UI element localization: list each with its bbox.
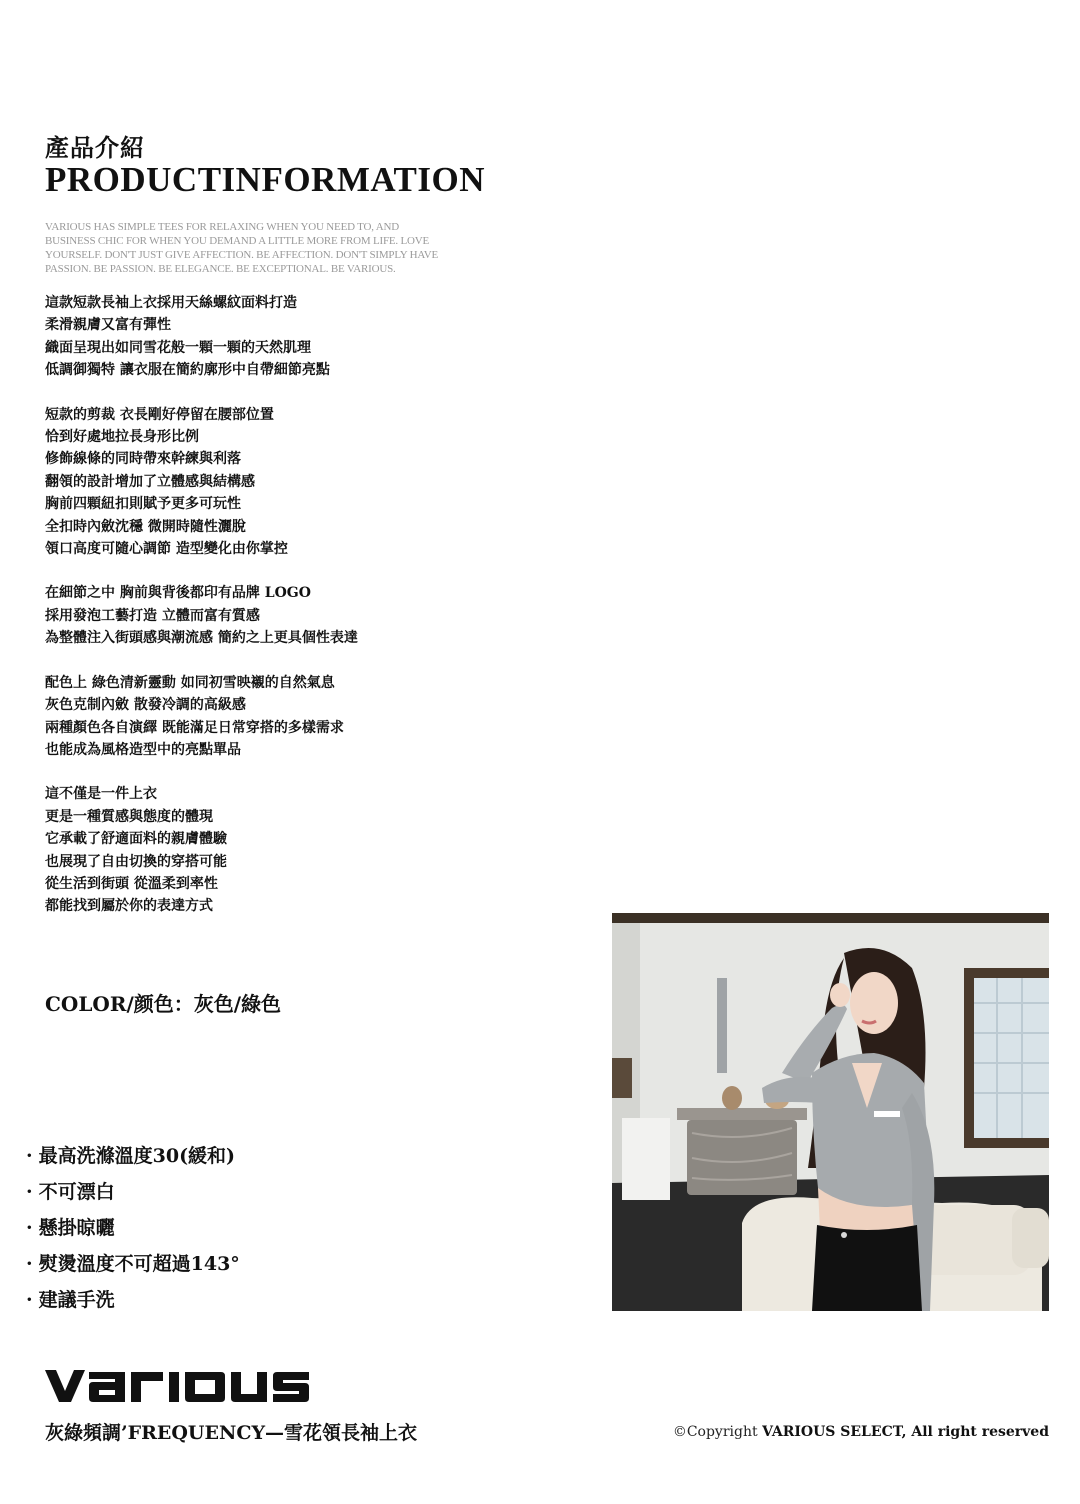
care-item: · 不可漂白 <box>26 1176 240 1212</box>
care-item: · 建議手洗 <box>26 1284 240 1320</box>
description-line: 也展現了自由切換的穿搭可能 <box>45 853 227 870</box>
description-line: 配色上 綠色清新靈動 如同初雪映襯的自然氣息 <box>45 674 335 691</box>
description-paragraph <box>45 292 358 382</box>
description-paragraph <box>45 672 358 762</box>
description-line: 採用發泡工藝打造 立體而富有質感 <box>45 607 260 624</box>
description-line: 恰到好處地拉長身形比例 <box>45 429 199 446</box>
description-line: 全扣時內斂沈穩 微開時隨性灑脫 <box>45 518 246 535</box>
copyright-notice <box>673 1424 1049 1440</box>
brand-tagline <box>45 220 515 276</box>
care-instructions <box>26 1140 240 1320</box>
care-item: · 懸掛晾曬 <box>26 1212 240 1248</box>
description-paragraph <box>45 783 358 917</box>
product-name: 灰綠頻調’FREQUENCY—雪花領長袖上衣 <box>45 1422 418 1444</box>
description-line: 更是一種質感與態度的體現 <box>45 808 213 825</box>
description-line: 也能成為風格造型中的亮點單品 <box>45 741 241 758</box>
description-line: 這款短款長袖上衣採用天絲螺紋面料打造 <box>45 295 297 311</box>
description-line: 為整體注入街頭感與潮流感 簡約之上更具個性表達 <box>45 630 358 647</box>
description-line: 短款的剪裁 衣長剛好停留在腰部位置 <box>45 406 274 423</box>
color-options: COLOR/颜色：灰色/綠色 <box>45 992 282 1016</box>
description-line: 這不僅是一件上衣 <box>45 786 157 803</box>
product-description <box>45 292 358 940</box>
description-paragraph <box>45 582 358 649</box>
description-line: 在細節之中 胸前與背後都印有品牌 LOGO <box>45 585 311 602</box>
description-line: 柔滑親膚又富有彈性 <box>45 317 171 334</box>
description-paragraph <box>45 404 358 561</box>
copyright-owner: VARIOUS SELECT, All right reserved <box>762 1424 1049 1440</box>
description-line: 胸前四顆紐扣則賦予更多可玩性 <box>45 496 241 513</box>
description-line: 翻領的設計增加了立體感與結構感 <box>45 473 255 490</box>
care-item: · 熨燙溫度不可超過143° <box>26 1248 240 1284</box>
description-line: 它承載了舒適面料的親膚體驗 <box>45 831 227 848</box>
heading-chinese: 產品介紹 <box>45 133 145 162</box>
description-line: 織面呈現出如同雪花般一顆一顆的天然肌理 <box>45 339 311 356</box>
tagline-line: PASSION. BE PASSION. BE ELEGANCE. BE EXCEPTIONAL. BE VARIOUS. <box>45 263 396 275</box>
tagline-line: VARIOUS HAS SIMPLE TEES FOR RELAXING WHEN YOU NEED TO, AND <box>45 221 399 233</box>
description-line: 修飾線條的同時帶來幹練與利落 <box>45 451 241 468</box>
product-photo <box>612 913 1049 1311</box>
tagline-line: YOURSELF. DON'T JUST GIVE AFFECTION. BE AFFECTION. DON'T SIMPLY HAVE <box>45 249 438 261</box>
description-line: 兩種顏色各自演繹 既能滿足日常穿搭的多樣需求 <box>45 719 344 736</box>
various-logo <box>45 1366 309 1408</box>
description-line: 灰色克制內斂 散發冷調的高級感 <box>45 697 246 714</box>
description-line: 從生活到街頭 從溫柔到率性 <box>45 875 218 892</box>
description-line: 領口高度可隨心調節 造型變化由你掌控 <box>45 541 288 558</box>
heading-english: PRODUCTINFORMATION <box>45 160 486 199</box>
copyright-prefix: ©Copyright <box>672 1424 758 1440</box>
description-line: 低調御獨特 讓衣服在簡約廓形中自帶細節亮點 <box>45 362 330 379</box>
tagline-line: BUSINESS CHIC FOR WHEN YOU DEMAND A LITTLE MORE FROM LIFE. LOVE <box>45 235 430 247</box>
care-item: · 最高洗滌溫度30(緩和) <box>26 1140 240 1176</box>
description-line: 都能找到屬於你的表達方式 <box>45 898 213 915</box>
